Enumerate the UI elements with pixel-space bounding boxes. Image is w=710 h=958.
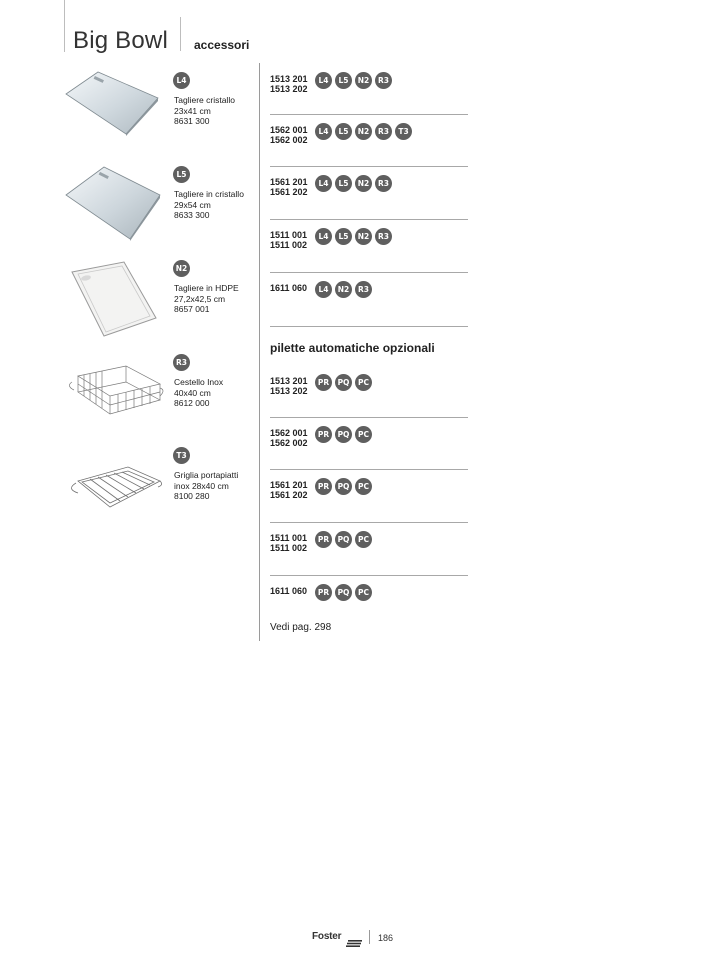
column-separator [259,63,260,641]
drain-badge: PQ [335,584,352,601]
accessory-code-badge: R3 [173,354,190,372]
compat-badge: N2 [355,175,372,192]
accessory-code-badge: L5 [173,166,190,184]
row-divider [270,417,468,418]
compat-badge: L4 [315,175,332,192]
accessory-description: Tagliere cristallo 23x41 cm 8631 300 [174,95,235,126]
compat-badge: L4 [315,123,332,140]
compat-badge: R3 [355,281,372,298]
accessory-code-badge: T3 [173,447,190,465]
section-subtitle: accessori [194,38,250,52]
compat-badge: L5 [335,123,352,140]
row-divider [270,522,468,523]
row-divider [270,114,468,115]
compat-badge: R3 [375,228,392,245]
drain-badge: PR [315,478,332,495]
accessory-code-badge: N2 [173,260,190,278]
glass-board-icon [64,165,162,246]
hdpe-board-icon [64,260,160,343]
section-heading: pilette automatiche opzionali [270,341,435,355]
drain-badge: PC [355,584,372,601]
drain-badge: PC [355,478,372,495]
compat-badge: R3 [375,72,392,89]
drain-badge: PQ [335,478,352,495]
drain-badge: PQ [335,374,352,391]
compat-badge: N2 [355,123,372,140]
drain-badge: PC [355,426,372,443]
compat-badge: R3 [375,123,392,140]
compat-badge: T3 [395,123,412,140]
row-divider [270,219,468,220]
compat-badge: L4 [315,72,332,89]
drain-badge: PC [355,374,372,391]
page-reference-note: Vedi pag. 298 [270,622,332,633]
row-divider [270,575,468,576]
accessory-code-badge: L4 [173,72,190,90]
wire-basket-icon [64,362,164,423]
header-rule-left [64,0,65,52]
accessory-description: Tagliere in HDPE 27,2x42,5 cm 8657 001 [174,283,239,314]
page-title: Big Bowl [73,27,168,54]
footer-separator [369,930,370,944]
compat-badge: R3 [375,175,392,192]
compat-badge: N2 [335,281,352,298]
brand-logo-stripes-icon [346,934,362,952]
drain-badge: PQ [335,531,352,548]
drain-badge: PQ [335,426,352,443]
brand-logo: Foster [312,931,342,942]
compat-badge: L5 [335,228,352,245]
row-divider [270,272,468,273]
drain-badge: PR [315,531,332,548]
row-divider [270,326,468,327]
drain-badge: PR [315,374,332,391]
dish-rack-icon [64,463,164,516]
compat-badge: L5 [335,175,352,192]
drain-badge: PR [315,426,332,443]
compat-badge: L5 [335,72,352,89]
compat-badge: N2 [355,72,372,89]
page-number: 186 [378,933,394,943]
compat-badge: L4 [315,281,332,298]
drain-badge: PC [355,531,372,548]
row-divider [270,166,468,167]
compat-badge: L4 [315,228,332,245]
compat-badge: N2 [355,228,372,245]
header-rule-middle [180,17,181,51]
accessory-description: Cestello Inox 40x40 cm 8612 000 [174,377,224,408]
row-divider [270,469,468,470]
accessory-description: Tagliere in cristallo 29x54 cm 8633 300 [174,189,244,220]
glass-board-icon [64,70,160,141]
accessory-description: Griglia portapiatti inox 28x40 cm 8100 280 [174,470,239,501]
drain-badge: PR [315,584,332,601]
